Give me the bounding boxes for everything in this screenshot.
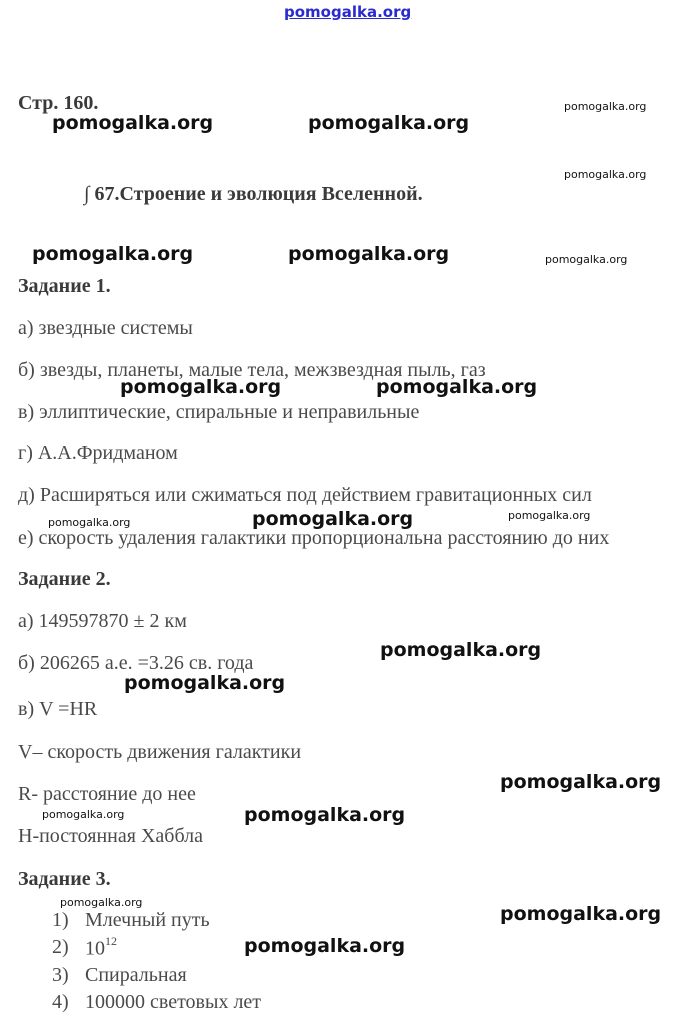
task1-answer-b: б) звезды, планеты, малые тела, межзвездная пыль, газ bbox=[18, 359, 486, 381]
task3-item-power bbox=[85, 936, 117, 961]
watermark: pomogalka.org bbox=[244, 935, 406, 957]
watermark: pomogalka.org bbox=[380, 639, 542, 661]
task3-item-text: Спиральная bbox=[85, 964, 187, 986]
task2-formula-h: H-постоянная Хаббла bbox=[18, 825, 203, 847]
watermark: pomogalka.org bbox=[244, 804, 406, 826]
task1-answer-d: г) А.А.Фридманом bbox=[18, 442, 178, 464]
task3-heading: Задание 3. bbox=[18, 868, 111, 890]
watermark: pomogalka.org bbox=[60, 896, 143, 909]
task3-item-number: 3) bbox=[52, 964, 69, 986]
task1-heading: Задание 1. bbox=[18, 275, 111, 297]
task3-item-number: 4) bbox=[52, 991, 69, 1013]
watermark: pomogalka.org bbox=[564, 168, 647, 181]
task3-item-text: Млечный путь bbox=[85, 909, 210, 931]
watermark: pomogalka.org bbox=[124, 672, 286, 694]
watermark: pomogalka.org bbox=[508, 509, 591, 522]
task3-item-number: 1) bbox=[52, 909, 69, 931]
watermark: pomogalka.org bbox=[32, 243, 194, 265]
task1-answer-f: е) скорость удаления галактики пропорциональна расстоянию до них bbox=[18, 527, 610, 549]
power-base: 10 bbox=[85, 937, 105, 960]
power-exponent: 12 bbox=[105, 934, 117, 948]
task2-formula-r: R- расстояние до нее bbox=[18, 783, 196, 805]
task1-answer-a: а) звездные системы bbox=[18, 317, 193, 339]
watermark: pomogalka.org bbox=[308, 112, 470, 134]
watermark: pomogalka.org bbox=[42, 808, 125, 821]
section-title: ∫ 67.Строение и эволюция Вселенной. bbox=[84, 183, 423, 205]
watermark: pomogalka.org bbox=[500, 903, 662, 925]
watermark: pomogalka.org bbox=[120, 376, 282, 398]
task2-answer-a: а) 149597870 ± 2 км bbox=[18, 610, 187, 632]
watermark: pomogalka.org bbox=[500, 771, 662, 793]
task1-answer-c: в) эллиптические, спиральные и неправильные bbox=[18, 401, 420, 423]
task3-item-number: 2) bbox=[52, 936, 69, 958]
page-number: Стр. 160. bbox=[18, 92, 99, 114]
watermark: pomogalka.org bbox=[564, 100, 647, 113]
watermark: pomogalka.org bbox=[545, 253, 628, 266]
task2-heading: Задание 2. bbox=[18, 568, 111, 590]
task2-formula-v: V– скорость движения галактики bbox=[18, 741, 302, 763]
top-site-link[interactable]: pomogalka.org bbox=[284, 3, 412, 21]
watermark: pomogalka.org bbox=[252, 508, 414, 530]
task2-answer-c: в) V =HR bbox=[18, 698, 98, 720]
watermark: pomogalka.org bbox=[376, 376, 538, 398]
watermark: pomogalka.org bbox=[48, 516, 131, 529]
watermark: pomogalka.org bbox=[288, 243, 450, 265]
watermark: pomogalka.org bbox=[52, 112, 214, 134]
task1-answer-e: д) Расширяться или сжиматься под действием гравитационных сил bbox=[18, 484, 592, 506]
task2-answer-b: б) 206265 а.е. =3.26 св. года bbox=[18, 652, 254, 674]
task3-item-text: 100000 световых лет bbox=[85, 991, 262, 1013]
